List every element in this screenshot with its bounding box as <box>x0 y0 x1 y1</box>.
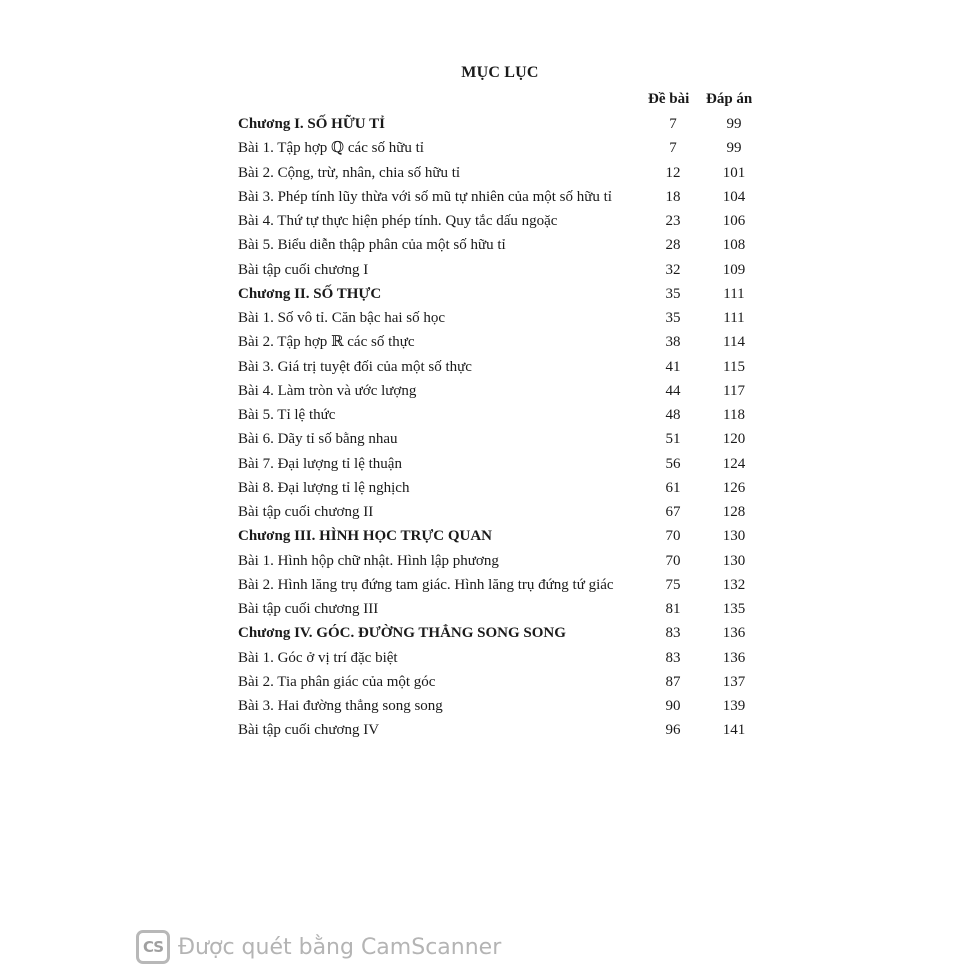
toc-entry-title: Bài 4. Thứ tự thực hiện phép tính. Quy tắc dấu ngoặc <box>238 213 558 229</box>
toc-answer-page: 106 <box>722 213 746 229</box>
toc-entry-title: Bài 1. Hình hộp chữ nhật. Hình lập phương <box>238 552 499 569</box>
toc-problem-page: 7 <box>669 140 677 157</box>
toc-problem-page: 35 <box>665 285 681 302</box>
toc-entry-title: Bài 1. Góc ở vị trí đặc biệt <box>238 649 398 666</box>
toc-answer-page: 135 <box>722 601 746 617</box>
camscanner-watermark <box>136 928 501 966</box>
toc-lesson-row <box>238 185 758 209</box>
toc-problem-page: 83 <box>665 649 681 666</box>
toc-lesson-row <box>238 379 758 403</box>
toc-problem-page: 28 <box>665 237 681 254</box>
toc-lesson-row <box>238 694 758 718</box>
toc-entry-title: Bài 2. Hình lăng trụ đứng tam giác. Hình lăng trụ đứng tứ giác <box>238 576 614 593</box>
toc-entry-title: Chương III. HÌNH HỌC TRỰC QUAN <box>238 528 493 545</box>
toc-problem-page: 61 <box>665 479 681 496</box>
toc-answer-page: 126 <box>722 479 746 496</box>
toc-answer-page: 114 <box>723 334 745 351</box>
toc-lesson-row <box>238 597 758 621</box>
toc-problem-page: 51 <box>665 431 681 448</box>
toc-entry-title: Bài 7. Đại lượng tỉ lệ thuận <box>238 455 402 472</box>
toc-lesson-row <box>238 452 758 476</box>
toc-entry-title: Bài 2. Cộng, trừ, nhân, chia số hữu tỉ <box>238 164 461 181</box>
toc-lesson-row <box>238 161 758 185</box>
toc-problem-page: 81 <box>665 601 681 617</box>
toc-problem-page: 75 <box>665 576 681 593</box>
toc-problem-page: 18 <box>665 188 681 205</box>
toc-answer-page: 118 <box>723 407 745 423</box>
toc-lesson-row <box>238 355 758 379</box>
toc-problem-page: 83 <box>665 625 681 642</box>
camscanner-logo-icon: CS <box>136 930 170 964</box>
toc-answer-page: 136 <box>722 649 746 666</box>
toc-problem-page: 48 <box>665 407 681 423</box>
page-title: MỤC LỤC <box>461 64 539 81</box>
toc-entry-title: Bài 6. Dãy tỉ số bằng nhau <box>238 431 398 448</box>
toc-lesson-row <box>238 476 758 500</box>
toc-lesson-row <box>238 549 758 573</box>
toc-entry-title: Chương I. SỐ HỮU TỈ <box>238 116 385 132</box>
toc-entry-title: Bài 3. Giá trị tuyệt đối của một số thực <box>238 358 472 375</box>
toc-entry-title: Chương II. SỐ THỰC <box>238 285 382 302</box>
toc-lesson-row <box>238 136 758 160</box>
toc-chapter-row <box>238 524 758 548</box>
toc-entry-title: Bài tập cuối chương I <box>238 261 369 278</box>
toc-problem-page: 32 <box>665 261 681 278</box>
toc-answer-page: 136 <box>722 625 746 642</box>
toc-entry-title: Bài 2. Tia phân giác của một góc <box>238 673 436 690</box>
toc-chapter-row <box>238 112 758 136</box>
toc-entry-title: Bài tập cuối chương IV <box>238 722 380 739</box>
toc-answer-page: 141 <box>722 722 746 739</box>
toc-problem-page: 70 <box>665 552 681 569</box>
toc-problem-page: 87 <box>665 673 681 690</box>
toc-lesson-row <box>238 670 758 694</box>
toc-problem-page: 44 <box>665 382 681 399</box>
toc-answer-page: 124 <box>722 455 746 472</box>
toc-answer-page: 104 <box>722 188 746 205</box>
toc-lesson-row <box>238 718 758 742</box>
toc-answer-page: 109 <box>722 261 746 278</box>
toc-problem-page: 38 <box>665 334 681 351</box>
toc-entry-title: Bài 2. Tập hợp ℝ các số thực <box>238 334 415 351</box>
toc-entry-title: Bài tập cuối chương III <box>238 601 379 617</box>
toc-entry-title: Chương IV. GÓC. ĐƯỜNG THẲNG SONG SONG <box>238 625 566 642</box>
toc-entry-title: Bài 8. Đại lượng tỉ lệ nghịch <box>238 479 410 496</box>
toc-answer-page: 128 <box>722 504 746 520</box>
toc-entry-title: Bài 1. Số vô tỉ. Căn bậc hai số học <box>238 310 446 326</box>
toc-answer-page: 115 <box>723 358 745 375</box>
toc-chapter-row <box>238 282 758 306</box>
toc-entry-title: Bài 4. Làm tròn và ước lượng <box>238 382 417 399</box>
table-of-contents <box>238 112 758 743</box>
column-header-answers: Đáp án <box>706 91 753 107</box>
watermark-text: Được quét bằng CamScanner <box>178 934 502 960</box>
toc-problem-page: 56 <box>665 455 681 472</box>
toc-lesson-row <box>238 209 758 233</box>
toc-lesson-row <box>238 306 758 330</box>
toc-answer-page: 111 <box>723 310 745 326</box>
toc-lesson-row <box>238 233 758 257</box>
toc-answer-page: 120 <box>722 431 746 448</box>
toc-answer-page: 108 <box>722 237 746 254</box>
toc-entry-title: Bài 3. Hai đường thẳng song song <box>238 698 443 714</box>
toc-lesson-row <box>238 500 758 524</box>
toc-entry-title: Bài 5. Tỉ lệ thức <box>238 407 336 423</box>
toc-problem-page: 90 <box>665 698 681 714</box>
toc-lesson-row <box>238 646 758 670</box>
toc-answer-page: 101 <box>722 164 746 181</box>
toc-problem-page: 67 <box>665 504 681 520</box>
toc-lesson-row <box>238 403 758 427</box>
toc-entry-title: Bài 5. Biểu diễn thập phân của một số hữu tỉ <box>238 237 506 254</box>
toc-answer-page: 137 <box>722 673 746 690</box>
toc-lesson-row <box>238 258 758 282</box>
toc-answer-page: 117 <box>723 382 745 399</box>
toc-answer-page: 130 <box>722 528 746 545</box>
column-header-problems: Đề bài <box>648 91 690 107</box>
toc-lesson-row <box>238 573 758 597</box>
toc-problem-page: 96 <box>665 722 681 739</box>
toc-entry-title: Bài 3. Phép tính lũy thừa với số mũ tự nhiên của một số hữu tỉ <box>238 188 612 205</box>
toc-entry-title: Bài tập cuối chương II <box>238 504 374 520</box>
toc-answer-page: 130 <box>722 552 746 569</box>
toc-problem-page: 41 <box>665 358 681 375</box>
toc-lesson-row <box>238 427 758 451</box>
toc-problem-page: 7 <box>669 116 677 132</box>
toc-problem-page: 12 <box>665 164 681 181</box>
toc-answer-page: 139 <box>722 698 746 714</box>
toc-problem-page: 35 <box>665 310 681 326</box>
toc-answer-page: 99 <box>726 116 742 132</box>
toc-problem-page: 70 <box>665 528 681 545</box>
toc-entry-title: Bài 1. Tập hợp ℚ các số hữu tỉ <box>238 140 424 157</box>
toc-lesson-row <box>238 330 758 354</box>
toc-answer-page: 132 <box>722 576 746 593</box>
toc-answer-page: 111 <box>723 285 745 302</box>
toc-answer-page: 99 <box>726 140 742 157</box>
toc-problem-page: 23 <box>665 213 681 229</box>
toc-chapter-row <box>238 621 758 645</box>
